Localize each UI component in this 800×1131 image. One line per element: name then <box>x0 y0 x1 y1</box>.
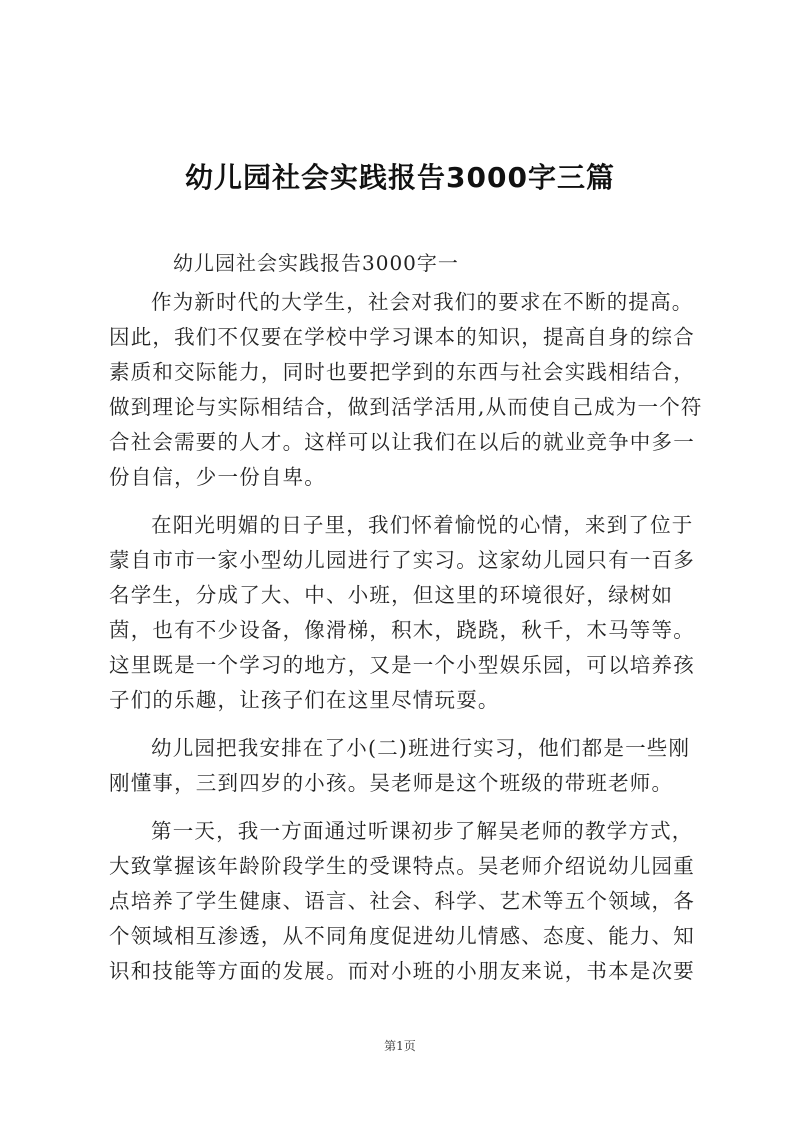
text-line: 素质和交际能力，同时也要把学到的东西与社会实践相结合， <box>109 360 695 384</box>
text-line: 点培养了学生健康、语言、社会、科学、艺术等五个领域，各 <box>109 889 695 913</box>
text-line: 因此，我们不仅要在学校中学习课本的知识，提高自身的综合 <box>109 325 695 349</box>
page-number: 第1页 <box>384 1039 416 1053</box>
text-line: 份自信，少一份自卑。 <box>109 465 326 489</box>
text-line: 子们的乐趣，让孩子们在这里尽情玩耍。 <box>109 688 500 712</box>
text-line: 在阳光明媚的日子里，我们怀着愉悦的心情，来到了位于 <box>151 513 694 537</box>
text-line: 这里既是一个学习的地方，又是一个小型娱乐园，可以培养孩 <box>109 653 695 677</box>
text-line: 幼儿园把我安排在了小(二)班进行实习，他们都是一些刚 <box>151 736 691 760</box>
text-line: 做到理论与实际相结合，做到活学活用,从而使自己成为一个符 <box>109 395 703 419</box>
text-line: 识和技能等方面的发展。而对小班的小朋友来说，书本是次要 <box>109 959 695 983</box>
text-line: 合社会需要的人才。这样可以让我们在以后的就业竞争中多一 <box>109 430 695 454</box>
text-line: 刚懂事，三到四岁的小孩。吴老师是这个班级的带班老师。 <box>109 771 674 795</box>
text-line: 第一天，我一方面通过听课初步了解吴老师的教学方式， <box>151 819 694 843</box>
text-line: 作为新时代的大学生，社会对我们的要求在不断的提高。 <box>151 290 694 314</box>
text-line: 名学生，分成了大、中、小班，但这里的环境很好，绿树如 <box>109 583 674 607</box>
document-title: 幼儿园社会实践报告3000字三篇 <box>185 161 615 194</box>
text-line: 个领域相互渗透，从不同角度促进幼儿情感、态度、能力、知 <box>109 924 695 948</box>
text-line: 大致掌握该年龄阶段学生的受课特点。吴老师介绍说幼儿园重 <box>109 854 695 878</box>
section-subtitle: 幼儿园社会实践报告3000字一 <box>173 251 459 275</box>
text-line: 蒙自市市一家小型幼儿园进行了实习。这家幼儿园只有一百多 <box>109 548 695 572</box>
text-line: 茵，也有不少设备，像滑梯，积木，跷跷，秋千，木马等等。 <box>109 618 695 642</box>
